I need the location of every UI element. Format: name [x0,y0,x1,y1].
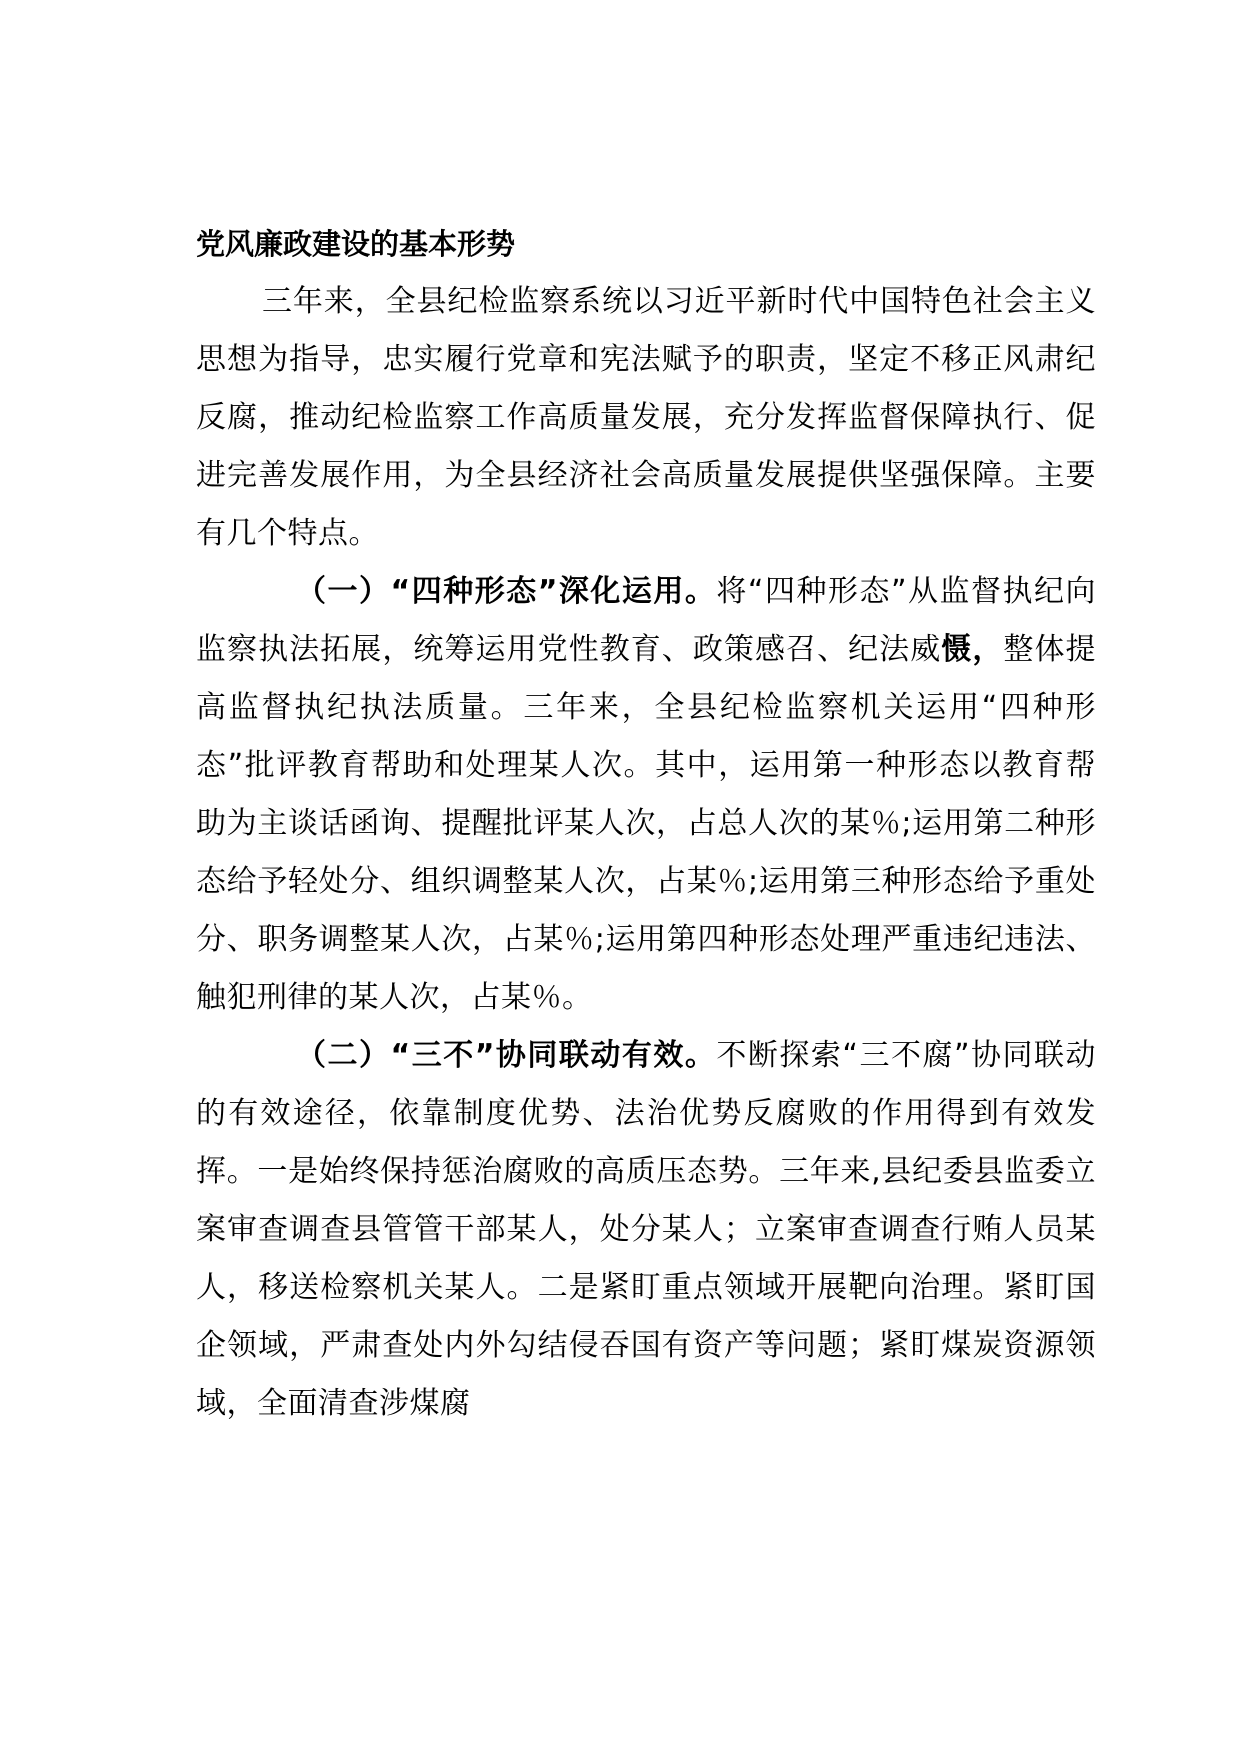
point-1-text-b: 整体提高监督执纪执法质量。三年来，全县纪检监察机关运用“四种形态”批评教育帮助和处理某人次。其中，运用第一种形态以教育帮助为主谈话函询、提醒批评某人次，占总人次的某％;运用第二种形态给予轻处分、组织调整某人次，占某％;运用第三种形态给予重处分、职务调整某人次，占某％;运用第四种形态处理严重违纪违法、触犯刑律的某人次，占某％。 [196,632,1097,1015]
section-heading: 党风廉政建设的基本形势 [196,227,516,261]
paragraph-text: 三年来，全县纪检监察系统以习近平新时代中国特色社会主义思想为指导，忠实履行党章和宪法赋予的职责，坚定不移正风肃纪反腐，推动纪检监察工作高质量发展，充分发挥监督保障执行、促进完善发展作用，为全县经济社会高质量发展提供坚强保障。主要有几个特点。 [196,284,1096,551]
point-1-title: （一）“四种形态”深化运用。 [296,574,717,609]
paragraph-point-2 [196,1027,1096,1433]
paragraph-intro [196,273,1096,563]
paragraph-point-1 [196,563,1096,1027]
point-1-text-a: 将“四种形态”从监督执纪向监察执法拓展，统筹运用党性教育、政策感召、纪法威 [196,574,1096,667]
point-2-title: （二）“三不”协同联动有效。 [296,1038,717,1073]
point-2-text: 不断探索“三不腐”协同联动的有效途径，依靠制度优势、法治优势反腐败的作用得到有效发挥。一是始终保持惩治腐败的高质压态势。三年来,县纪委县监委立案审查调查县管管干部某人，处分某人；立案审查调查行贿人员某人，移送检察机关某人。二是紧盯重点领域开展靶向治理。紧盯国企领域，严肃查处内外勾结侵吞国有资产等问题；紧盯煤炭资源领域，全面清查涉煤腐 [196,1038,1096,1421]
point-1-bold-char: 慑， [941,632,1004,667]
document-body [196,215,1096,1433]
